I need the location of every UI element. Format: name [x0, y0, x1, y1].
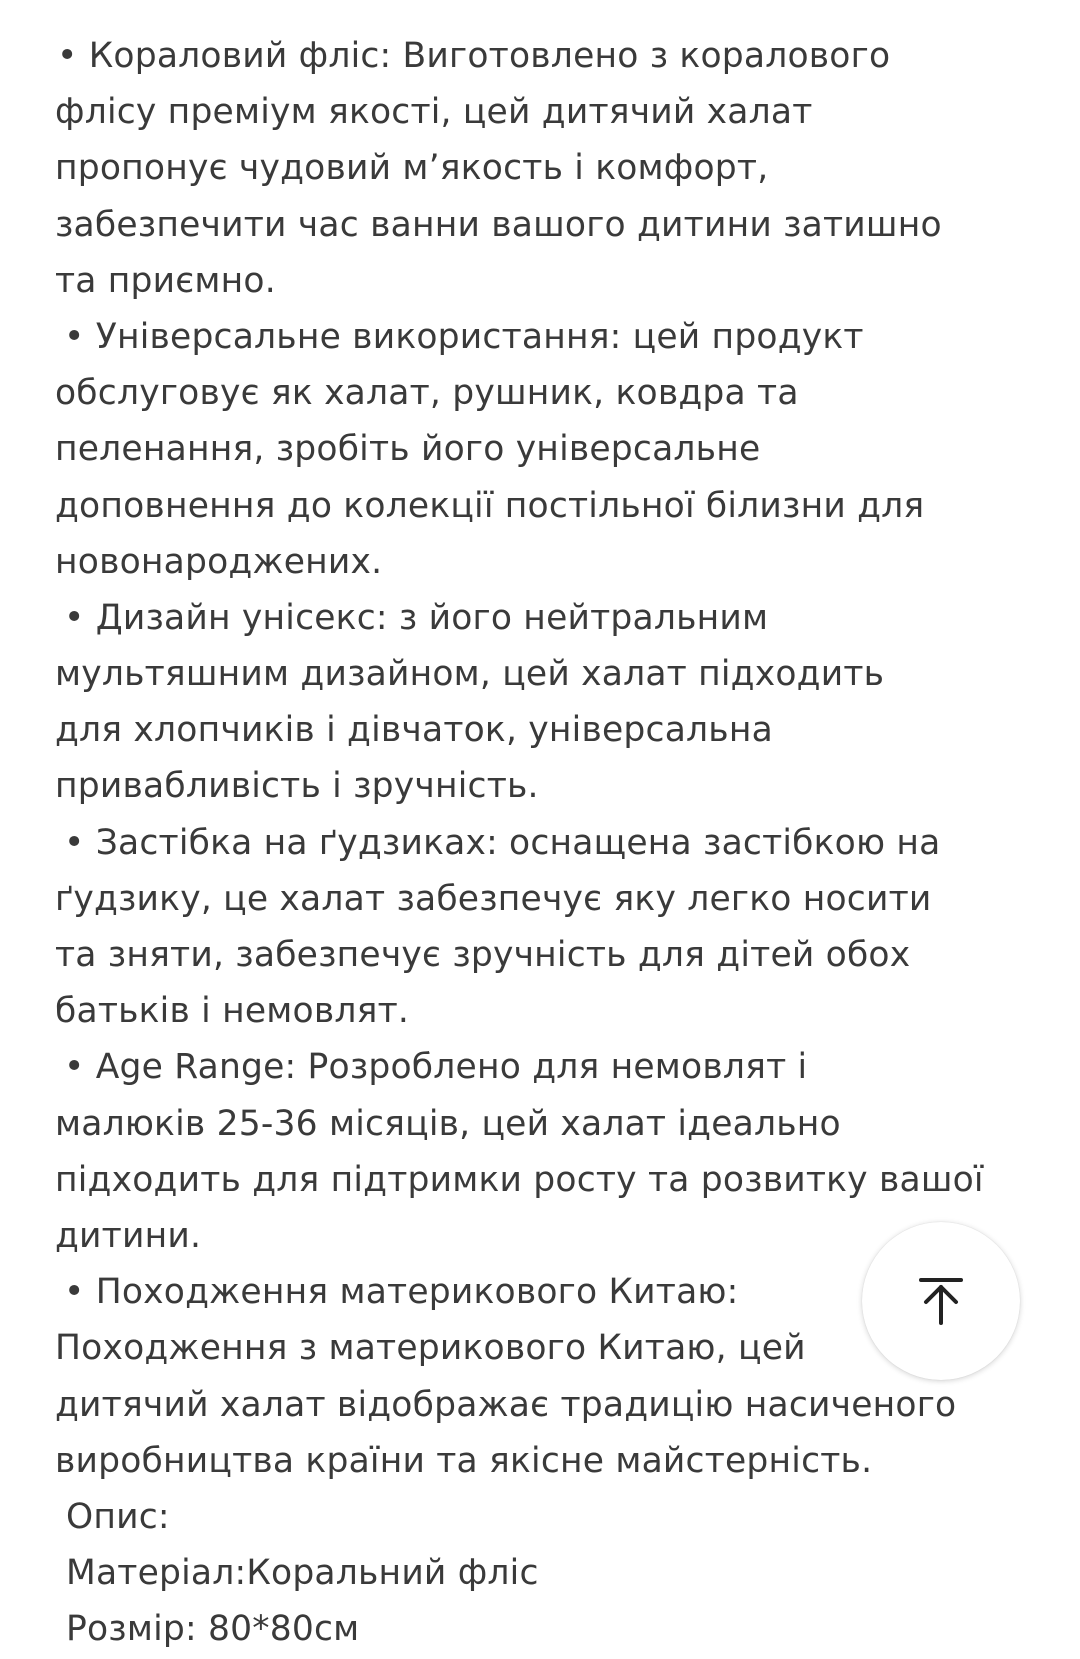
description-line: • Age Range: Розроблено для немовлят і	[64, 1047, 808, 1088]
product-description	[55, 28, 1045, 1657]
spec-material: Матеріал:Коральний фліс	[66, 1553, 539, 1594]
arrow-up-to-line-icon	[913, 1273, 969, 1329]
description-line: новонароджених.	[55, 541, 383, 582]
description-line: дитини.	[55, 1215, 202, 1256]
description-line: для хлопчиків і дівчаток, універсальна	[55, 710, 773, 751]
description-line: та зняти, забезпечує зручність для дітей обох	[55, 935, 911, 975]
description-line: Походження з материкового Китаю, цей	[55, 1328, 806, 1369]
description-line: обслуговує як халат, рушник, ковдра та	[55, 373, 799, 414]
description-line: • Універсальне використання: цей продукт	[64, 316, 864, 357]
specs-heading: Опис:	[66, 1496, 170, 1537]
description-line: привабливість і зручність.	[55, 766, 539, 807]
description-line: доповнення до колекції постільної білизни для	[55, 485, 925, 526]
description-line: виробництва країни та якісне майстерність.	[55, 1440, 873, 1481]
description-line: малюків 25-36 місяців, цей халат ідеально	[55, 1103, 841, 1144]
description-line: батьків і немовлят.	[55, 991, 410, 1032]
description-line: мультяшним дизайном, цей халат підходить	[55, 654, 885, 695]
description-line: пеленання, зробіть його універсальне	[55, 429, 761, 470]
description-line: • Застібка на ґудзиках: оснащена застібкою на	[64, 822, 941, 863]
description-line: • Походження материкового Китаю:	[64, 1272, 739, 1313]
description-line: забезпечити час ванни вашого дитини затишно	[55, 204, 942, 245]
description-line: дитячий халат відображає традицію насиченого	[55, 1384, 957, 1425]
back-to-top-button[interactable]	[862, 1222, 1020, 1380]
description-line: • Дизайн унісекс: з його нейтральним	[64, 597, 769, 638]
description-line: • Кораловий фліс: Виготовлено з коралового	[57, 36, 891, 76]
description-line: флісу преміум якості, цей дитячий халат	[55, 92, 813, 133]
description-line: та приємно.	[55, 260, 276, 301]
description-line: підходить для підтримки росту та розвитку вашої	[55, 1159, 984, 1200]
description-line: ґудзику, це халат забезпечує яку легко носити	[55, 878, 932, 919]
spec-size: Розмір: 80*80см	[66, 1609, 360, 1650]
description-line: пропонує чудовий м’якость і комфорт,	[55, 148, 769, 189]
